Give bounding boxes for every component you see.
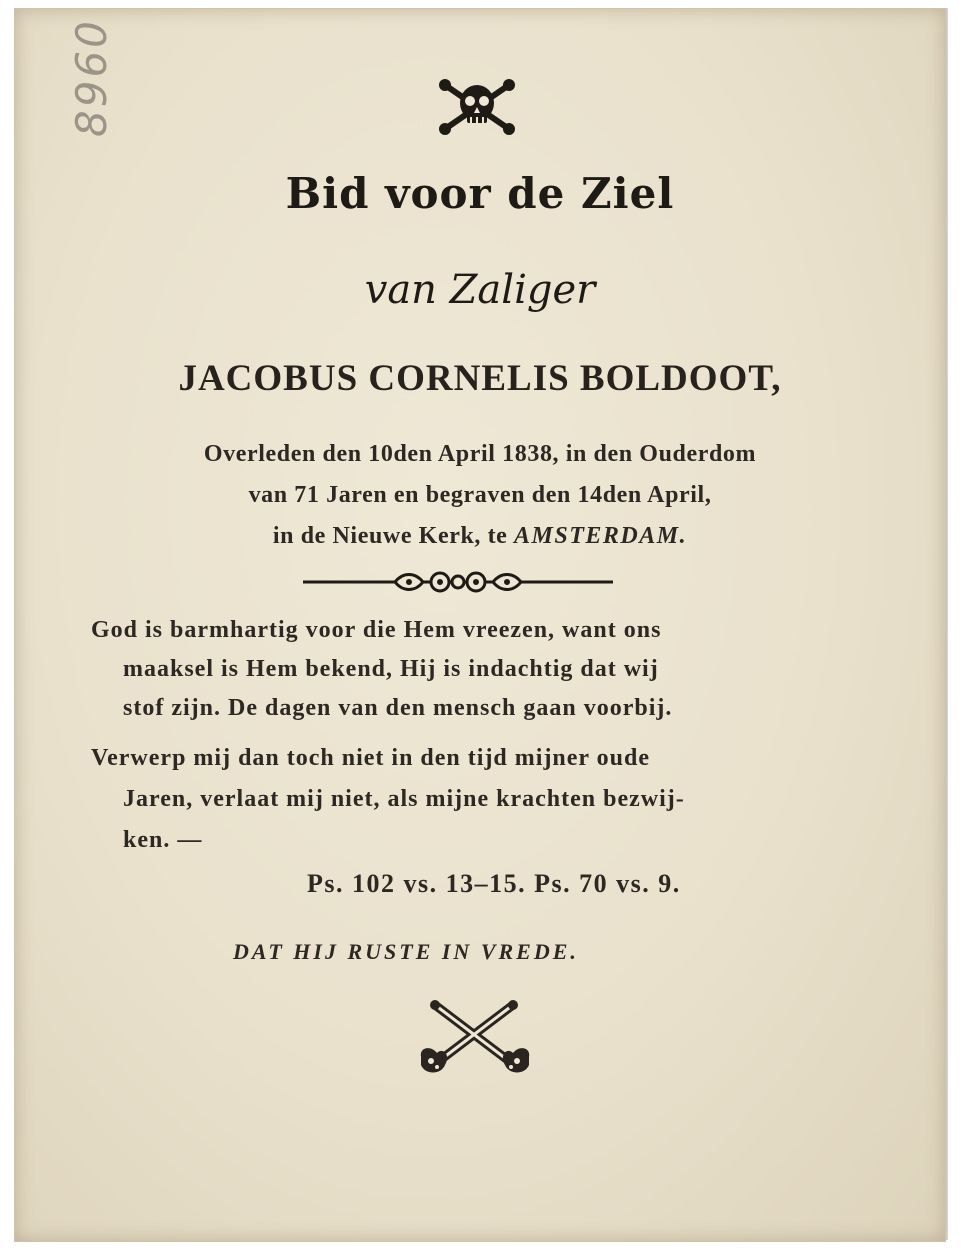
card-subtitle: van Zaliger: [364, 267, 596, 313]
verse-2-line-3: ken. —: [123, 827, 203, 853]
verse-2-line-2: Jaren, verlaat mij niet, als mijne krachten bezwij-: [123, 786, 685, 812]
deceased-name: JACOBUS CORNELIS BOLDOOT,: [178, 358, 782, 399]
details-line-2: van 71 Jaren en begraven den 14den April,: [248, 482, 712, 508]
ornamental-divider-icon: [303, 567, 613, 597]
crossed-torches-icon: [413, 999, 537, 1077]
skull-and-crossbones-icon: [439, 77, 515, 135]
details-line-3: [15, 516, 945, 557]
verse-1-line-3: stof zijn. De dagen van den mensch gaan voorbij.: [123, 695, 673, 721]
memorial-card: [14, 8, 946, 1242]
inventory-number: 8960: [67, 18, 116, 137]
details-line-3-prefix: in de Nieuwe Kerk, te: [272, 523, 515, 549]
details-line-1: Overleden den 10den April 1838, in den Ouderdom: [203, 441, 757, 467]
verse-1-line-2: maaksel is Hem bekend, Hij is indachtig dat wij: [123, 656, 659, 682]
verse-1-line-1: God is barmhartig voor die Hem vreezen, want ons: [91, 617, 662, 643]
closing-line: DAT HIJ RUSTE IN VREDE.: [233, 939, 579, 964]
psalm-reference: Ps. 102 vs. 13–15. Ps. 70 vs. 9.: [307, 869, 681, 898]
card-title: Bid voor de Ziel: [285, 169, 675, 218]
burial-place: AMSTERDAM.: [514, 523, 688, 549]
verse-2-line-1: Verwerp mij dan toch niet in den tijd mijner oude: [91, 745, 650, 771]
death-details: [15, 434, 945, 557]
